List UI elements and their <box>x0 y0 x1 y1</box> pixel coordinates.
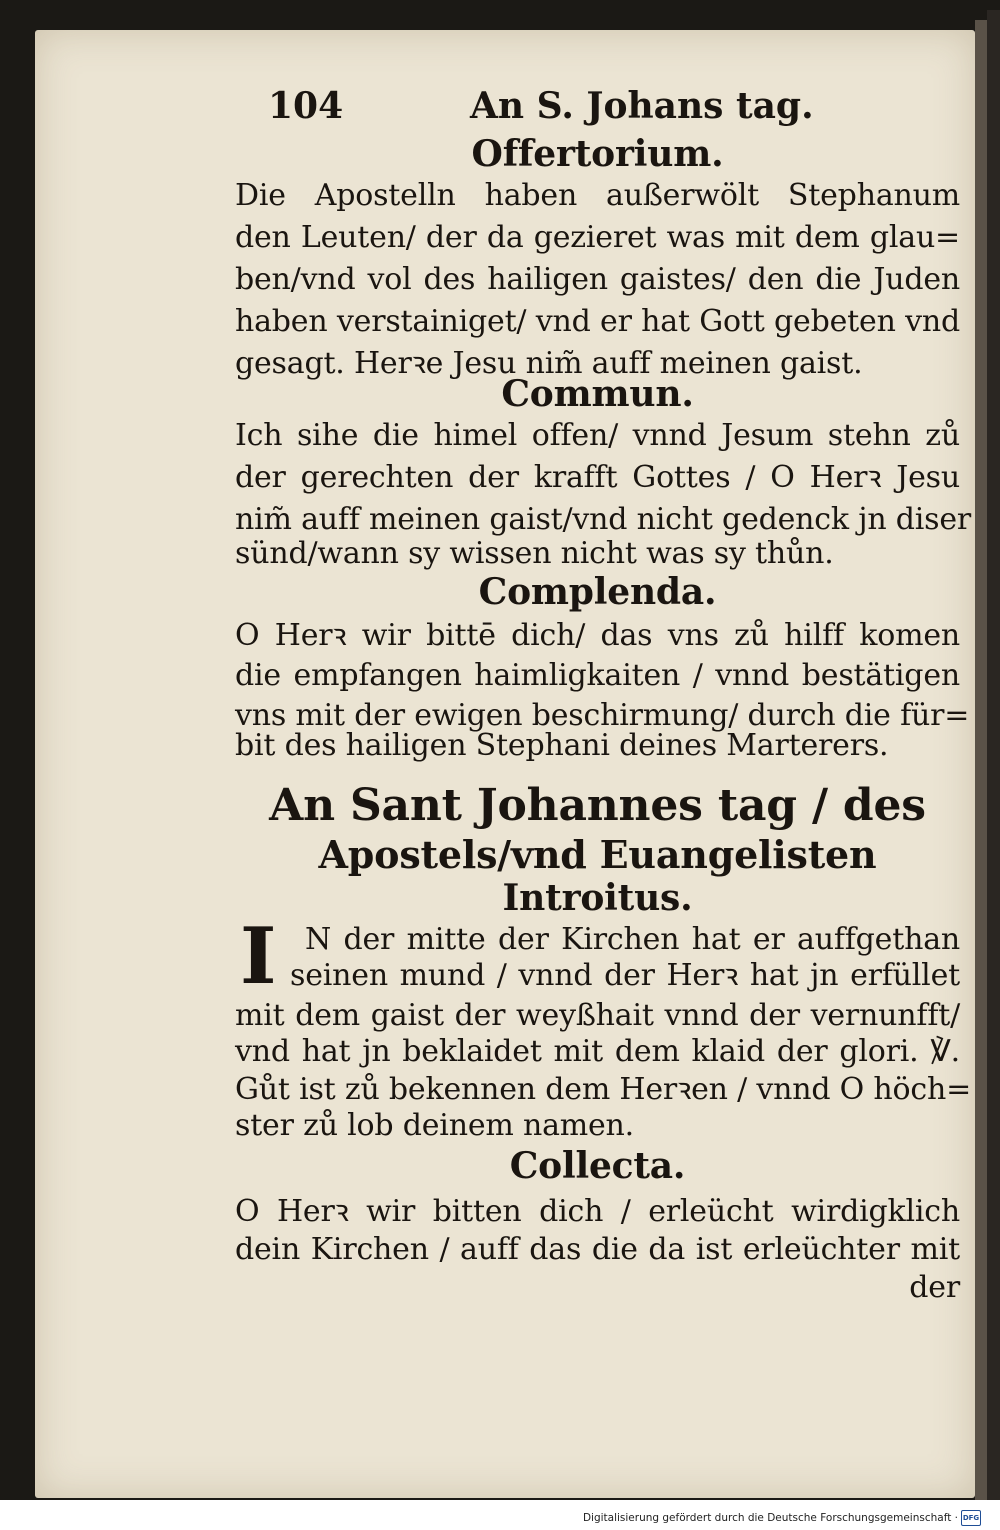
text-line: vnd hat jn beklaidet mit dem klaid der glori. ℣. <box>235 1034 960 1069</box>
text-line: die empfangen haimligkaiten / vnnd bestätigen <box>235 658 960 693</box>
dfg-logo-icon: DFG <box>961 1510 981 1526</box>
section-heading-introitus: Introitus. <box>502 877 693 919</box>
text-line: der gerechten der krafft Gottes / O Herꝛ Jesu <box>235 460 960 495</box>
text-line: ben/vnd vol des hailigen gaistes/ den die Juden <box>235 262 960 297</box>
running-head: An S. Johans tag. <box>470 85 814 127</box>
text-line: den Leuten/ der da gezieret was mit dem glau= <box>235 220 960 255</box>
text-line: Gůt ist zů bekennen dem Herꝛen / vnnd O höch= <box>235 1072 972 1107</box>
book-spine-shadow <box>987 10 1000 1500</box>
feast-title-line-1: An Sant Johannes tag / des <box>269 780 926 831</box>
text-line: Die Apostelln haben außerwölt Stephanum <box>235 178 960 213</box>
catchword: der <box>909 1270 960 1305</box>
section-heading-collecta: Collecta. <box>509 1145 686 1187</box>
text-line: bit des hailigen Stephani deines Marterers. <box>235 728 889 763</box>
feast-title-line-2: Apostels/vnd Euangelisten <box>318 832 877 877</box>
text-line: N der mitte der Kirchen hat er auffgethan <box>305 922 960 957</box>
text-line: nim̃ auff meinen gaist/vnd nicht gedenck jn diser <box>235 502 972 537</box>
page-number: 104 <box>268 85 344 127</box>
drop-initial: I <box>240 911 277 1002</box>
text-line: dein Kirchen / auff das die da ist erleüchter mit <box>235 1232 960 1267</box>
text-line: sünd/wann sy wissen nicht was sy thůn. <box>235 536 834 571</box>
text-line: gesagt. Herꝛe Jesu nim̃ auff meinen gaist. <box>235 346 863 381</box>
text-line: seinen mund / vnnd der Herꝛ hat jn erfüllet <box>290 958 960 993</box>
book-edge <box>975 20 987 1500</box>
section-heading-commun: Commun. <box>501 373 694 415</box>
text-line: Ich sihe die himel offen/ vnnd Jesum stehn zů <box>235 418 960 453</box>
text-line: O Herꝛ wir bitten dich / erleücht wirdigklich <box>235 1194 960 1229</box>
text-line: haben verstainiget/ vnd er hat Gott gebeten vnd <box>235 304 960 339</box>
section-heading-offertorium: Offertorium. <box>471 133 724 175</box>
text-line: O Herꝛ wir bittē dich/ das vns zů hilff komen <box>235 618 960 653</box>
footer-credit: Digitalisierung gefördert durch die Deutsche Forschungsgemeinschaft · <box>582 1512 958 1524</box>
text-line: ster zů lob deinem namen. <box>235 1108 635 1143</box>
section-heading-complenda: Complenda. <box>478 571 717 613</box>
text-line: vns mit der ewigen beschirmung/ durch die für= <box>235 698 970 733</box>
text-line: mit dem gaist der weyßhait vnnd der vernunfft/ <box>235 998 960 1033</box>
